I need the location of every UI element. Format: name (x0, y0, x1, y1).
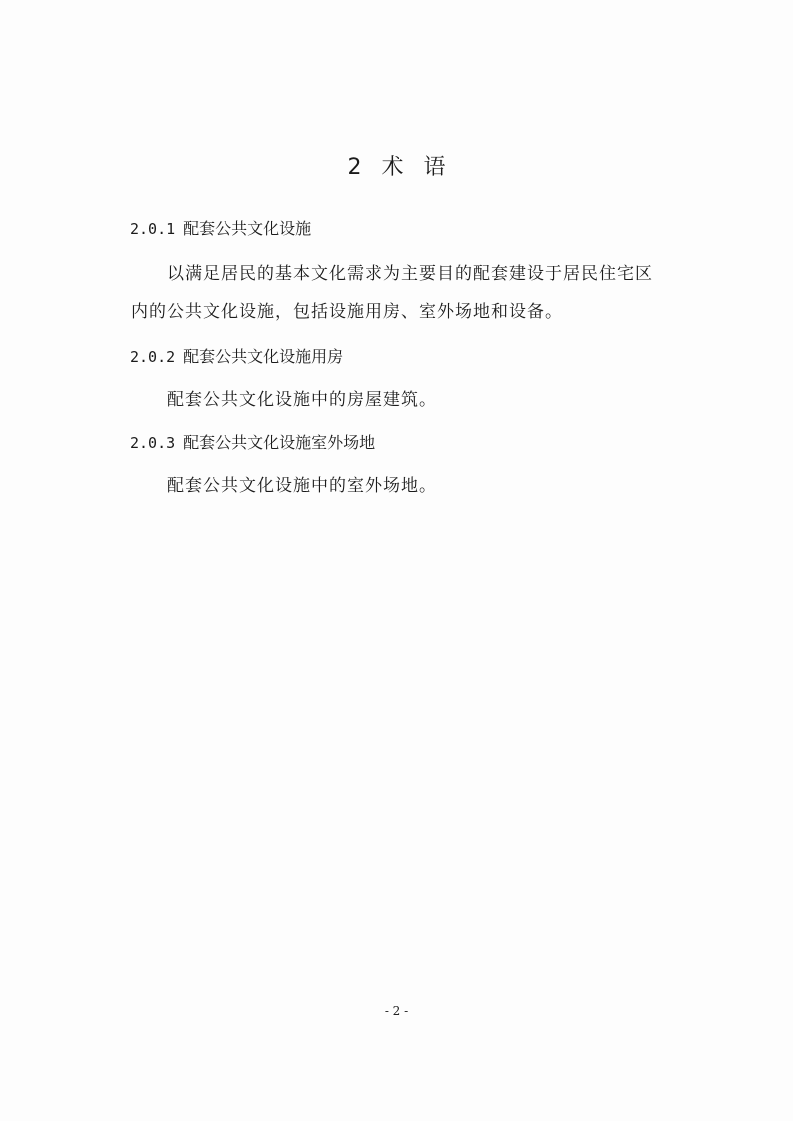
section-heading-2-0-1 (130, 216, 311, 239)
section-2-0-2-line-1: 配套公共文化设施中的房屋建筑。 (167, 390, 437, 410)
section-number: 2.0.1 (130, 220, 176, 238)
section-number: 2.0.3 (130, 434, 176, 452)
section-2-0-1-line-2: 内的公共文化设施，包括设施用房、室外场地和设备。 (131, 302, 563, 322)
section-title: 配套公共文化设施 (183, 219, 312, 238)
section-title: 配套公共文化设施室外场地 (183, 433, 376, 452)
section-title: 配套公共文化设施用房 (183, 347, 344, 366)
section-2-0-1-line-1: 以满足居民的基本文化需求为主要目的配套建设于居民住宅区 (167, 264, 653, 284)
chapter-title-char-2: 语 (423, 155, 446, 180)
section-heading-2-0-2 (130, 344, 343, 367)
page-number: - 2 - (384, 1004, 409, 1018)
section-2-0-3-line-1: 配套公共文化设施中的室外场地。 (167, 476, 437, 496)
section-heading-2-0-3 (130, 430, 375, 453)
section-number: 2.0.2 (130, 348, 176, 366)
chapter-title-char-1: 术 (381, 155, 404, 180)
chapter-number: 2 (347, 155, 362, 180)
chapter-title (0, 150, 793, 181)
